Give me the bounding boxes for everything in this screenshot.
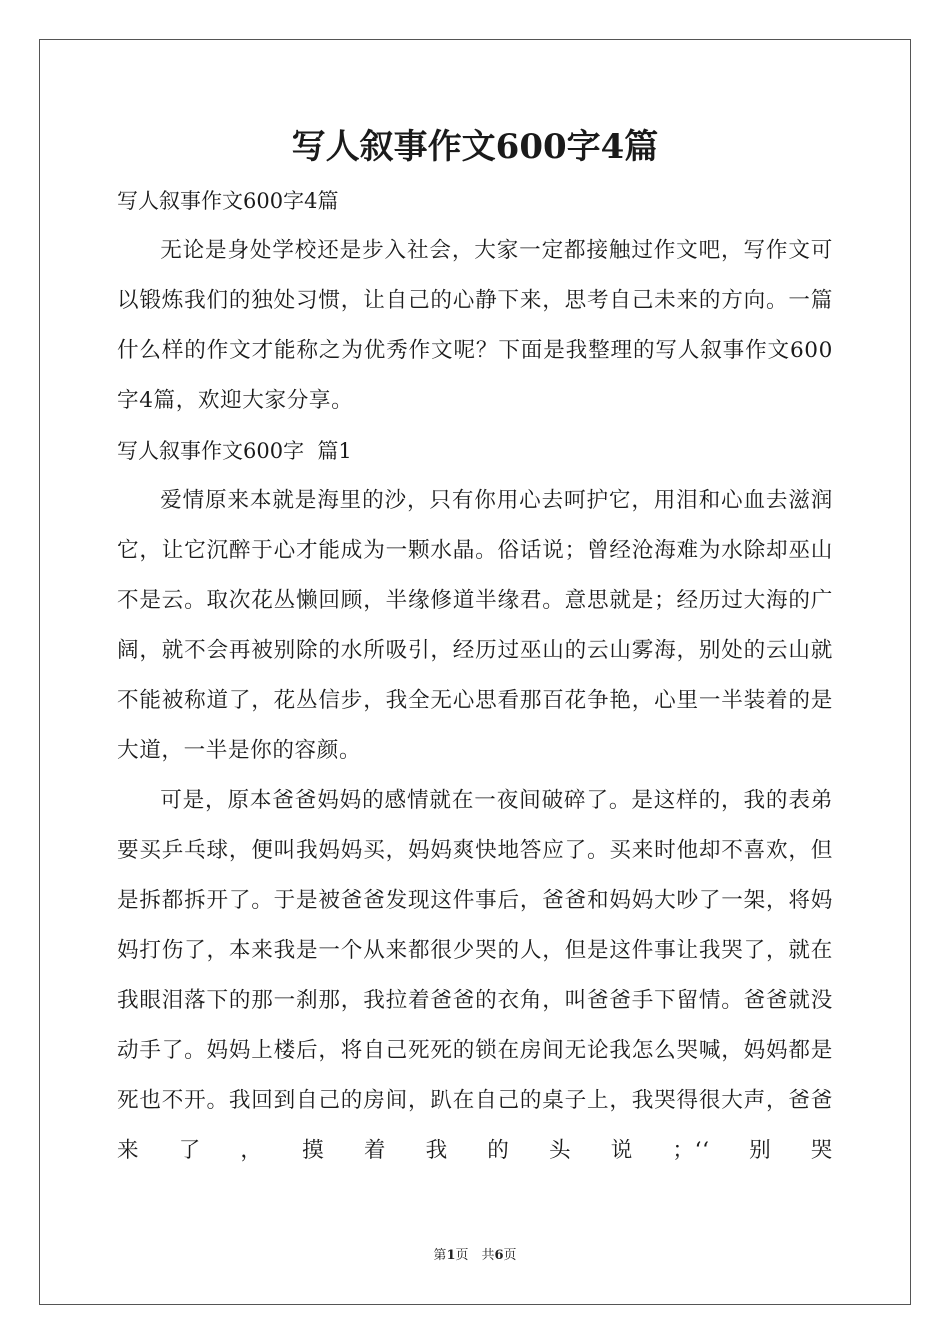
- footer-page-suffix: 页: [503, 1248, 517, 1263]
- document-body: [117, 176, 833, 1176]
- footer-page-total: 6: [494, 1248, 504, 1263]
- intro-paragraph: 无论是身处学校还是步入社会，大家一定都接触过作文吧，写作文可以锻炼我们的独处习惯，让自己的心静下来，思考自己未来的方向。一篇什么样的作文才能称之为优秀作文呢？下面是我整理的写人叙事作文600字4篇，欢迎大家分享。: [117, 238, 833, 413]
- page-footer: [0, 1246, 950, 1266]
- footer-page-prefix: 第: [433, 1248, 447, 1263]
- subtitle-line: 写人叙事作文600字4篇: [117, 189, 339, 213]
- footer-page-current: 1: [446, 1248, 456, 1263]
- title-container: [0, 124, 950, 170]
- footer-page-mid: 页 共: [455, 1248, 495, 1263]
- document-title: 写人叙事作文600字4篇: [291, 127, 659, 167]
- section-heading: 写人叙事作文600字 篇1: [117, 439, 352, 463]
- body-paragraph-1: 爱情原来本就是海里的沙，只有你用心去呵护它，用泪和心血去滋润它，让它沉醉于心才能成为一颗水晶。俗话说；曾经沧海难为水除却巫山不是云。取次花丛懒回顾，半缘修道半缘君。意思就是；经历过大海的广阔，就不会再被别除的水所吸引，经历过巫山的云山雾海，别处的云山就不能被称道了，花丛信步，我全无心思看那百花争艳，心里一半装着的是大道，一半是你的容颜。: [117, 488, 833, 763]
- body-paragraph-2: 可是，原本爸爸妈妈的感情就在一夜间破碎了。是这样的，我的表弟要买乒乓球，便叫我妈妈买，妈妈爽快地答应了。买来时他却不喜欢，但是拆都拆开了。于是被爸爸发现这件事后，爸爸和妈妈大吵了一架，将妈妈打伤了，本来我是一个从来都很少哭的人，但是这件事让我哭了，就在我眼泪落下的那一刹那，我拉着爸爸的衣角，叫爸爸手下留情。爸爸就没动手了。妈妈上楼后，将自己死死的锁在房间无论我怎么哭喊，妈妈都是死也不开。我回到自己的房间，趴在自己的桌子上，我哭得很大声，爸爸来了，摸着我的头说；‘‘别哭: [117, 788, 833, 1163]
